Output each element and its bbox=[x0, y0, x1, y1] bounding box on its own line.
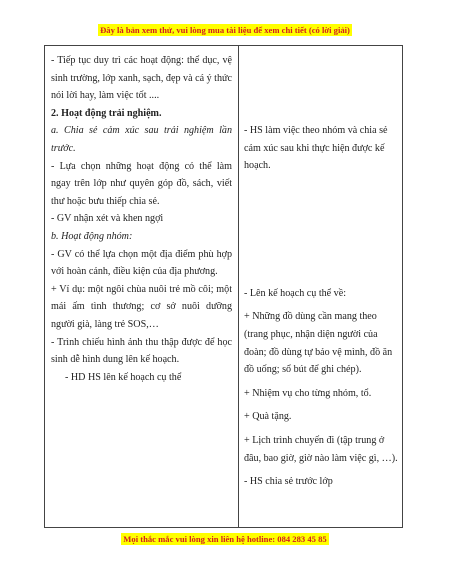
gifts-text: + Quà tặng. bbox=[244, 411, 292, 423]
hotline-banner bbox=[0, 534, 450, 544]
choose-location-text: - GV có thể lựa chọn một địa điểm phù hợp với hoàn cảnh, điều kiện của địa phương. bbox=[51, 248, 232, 278]
section-heading: 2. Hoạt động trải nghiệm. bbox=[51, 107, 162, 119]
table-row bbox=[45, 46, 403, 528]
preview-notice-text: Đây là bản xem thử, vui lòng mua tài liệu để xem chi tiết (có lời giải) bbox=[100, 25, 350, 35]
subsection-b-heading: b. Hoạt động nhóm: bbox=[51, 230, 133, 242]
choose-activities-text: - Lựa chọn những hoạt động có thể làm ngay trên lớp như quyên góp đồ, sách, viết thư hoặc bưu thiếp chia sẻ. bbox=[51, 160, 232, 207]
group-share-text: - HS làm việc theo nhóm và chia sẻ cảm xúc sau khi thực hiện được kế hoạch. bbox=[244, 125, 388, 172]
student-activities-cell bbox=[239, 46, 403, 528]
plan-intro-text: - Lên kế hoạch cụ thể về: bbox=[244, 287, 347, 299]
slideshow-text: - Trình chiếu hình ảnh thu thập được để học sinh dễ hình dung lên kế hoạch. bbox=[51, 336, 232, 366]
lesson-table bbox=[44, 45, 403, 528]
teacher-activities-cell bbox=[45, 46, 239, 528]
itinerary-text: + Lịch trình chuyến đi (tập trung ở đâu, bao giờ, giờ nào làm việc gì, …). bbox=[244, 434, 398, 464]
class-share-text: - HS chia sẻ trước lớp bbox=[244, 476, 333, 488]
example-text: + Ví dụ: một ngôi chùa nuôi trẻ mồ côi; một mái ấm tình thương; cơ sở nuôi dưỡng người già, làng trẻ SOS,… bbox=[51, 283, 232, 330]
supplies-text: + Những đồ dùng cần mang theo (trang phục, nhận diện người của đoàn; đồ dùng tự bảo vệ mình, đồ ăn đồ uống; sổ bút để ghi chép). bbox=[244, 311, 393, 376]
teacher-feedback-text: - GV nhận xét và khen ngợi bbox=[51, 213, 164, 225]
tasks-text: + Nhiệm vụ cho từng nhóm, tổ. bbox=[244, 387, 372, 399]
preview-notice-banner bbox=[0, 25, 450, 35]
hotline-text: Mọi thắc mắc vui lòng xin liên hệ hotline: 084 283 45 85 bbox=[123, 534, 327, 544]
subsection-a-heading: a. Chia sẻ cảm xúc sau trải nghiệm lần trước. bbox=[51, 125, 232, 154]
plan-guidance-text: - HD HS lên kế hoạch cụ thể bbox=[65, 371, 182, 383]
maintain-activities-text: - Tiếp tục duy trì các hoạt động: thể dục, vệ sinh trường, lớp xanh, sạch, đẹp và cá ý thức nói lời hay, làm việc tốt .... bbox=[51, 55, 232, 102]
